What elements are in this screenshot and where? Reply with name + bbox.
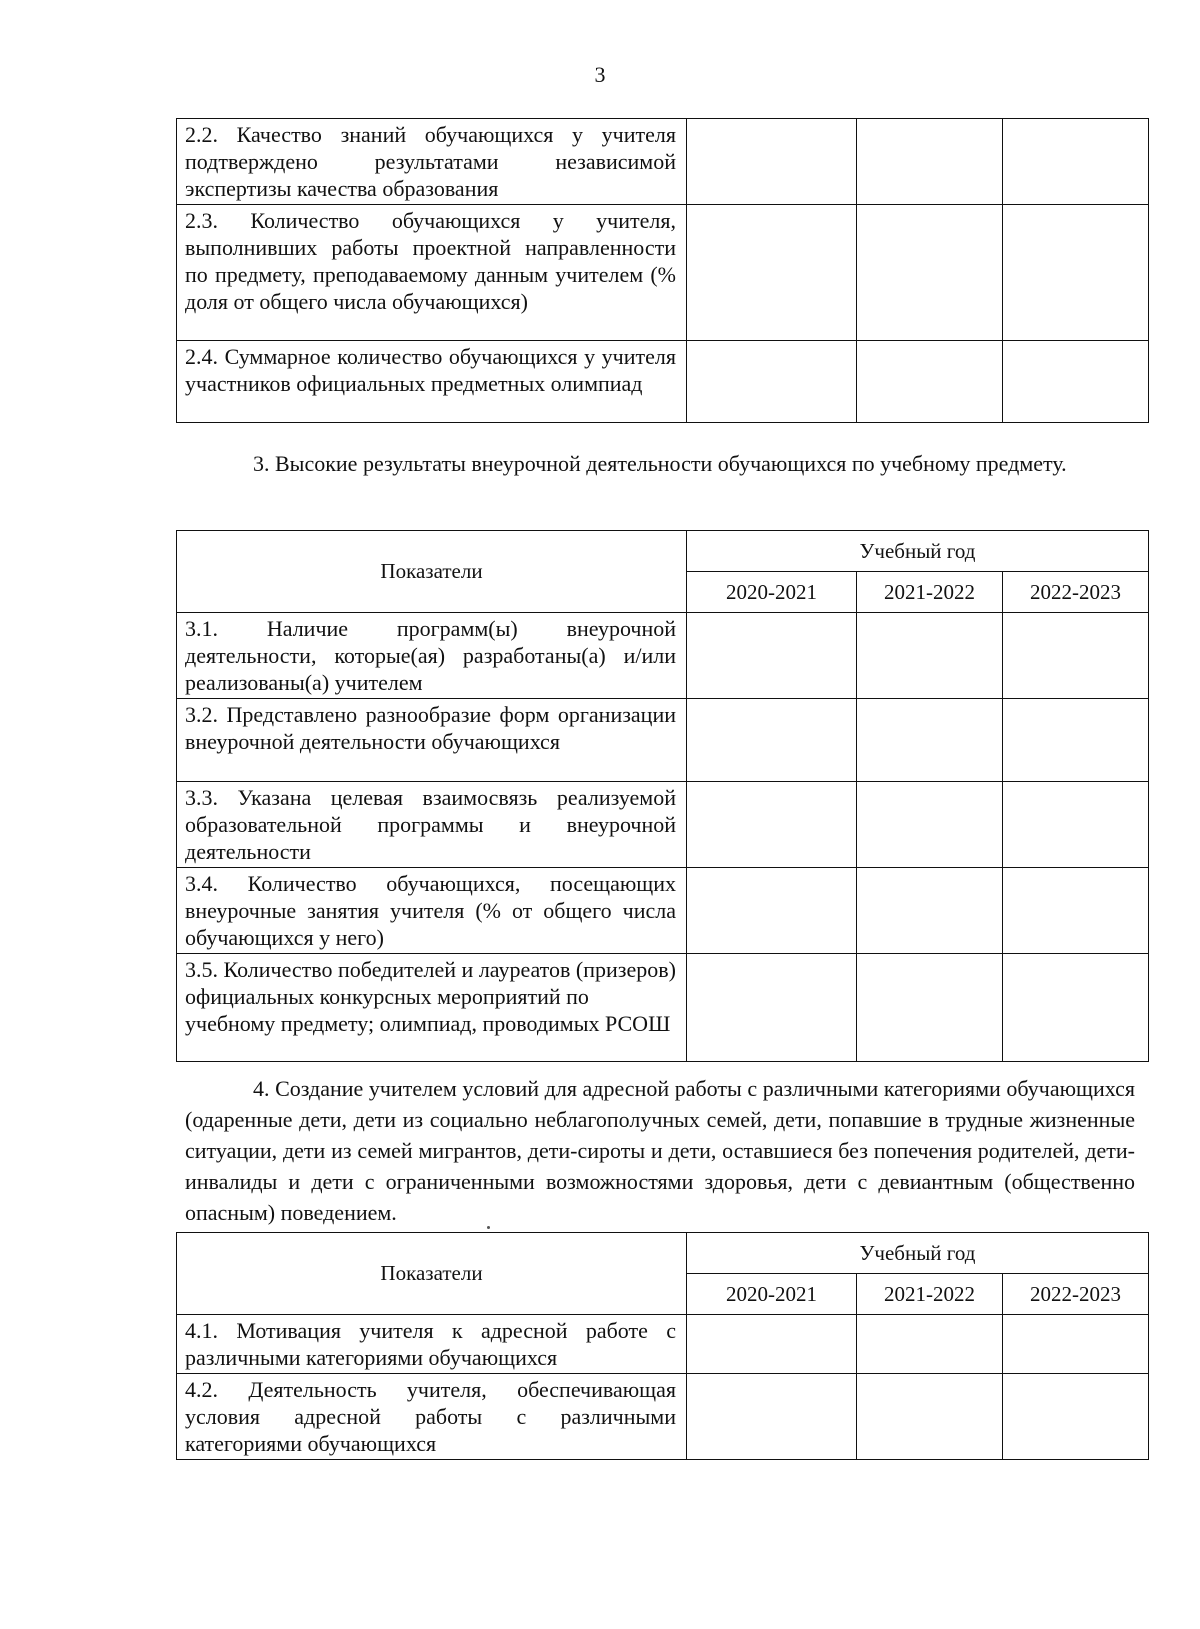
- year-header: 2022-2023: [1003, 1274, 1149, 1315]
- table-row: [177, 699, 1149, 782]
- value-cell[interactable]: [687, 699, 857, 782]
- value-cell[interactable]: [687, 613, 857, 699]
- value-cell[interactable]: [1003, 699, 1149, 782]
- indicator-cell: 2.3. Количество обучающихся у учителя, выполнивших работы проектной направленности по предмету, преподаваемому данным учителем (% доля от общего числа обучающихся): [177, 205, 687, 341]
- value-cell[interactable]: [687, 341, 857, 423]
- year-header: 2021-2022: [857, 572, 1003, 613]
- table-row: [177, 341, 1149, 423]
- value-cell[interactable]: [1003, 782, 1149, 868]
- year-header: 2020-2021: [687, 572, 857, 613]
- value-cell[interactable]: [1003, 613, 1149, 699]
- table-row: [177, 1315, 1149, 1374]
- academic-year-header: Учебный год: [687, 531, 1149, 572]
- indicator-cell: 3.3. Указана целевая взаимосвязь реализуемой образовательной программы и внеурочной деятельности: [177, 782, 687, 868]
- indicator-cell: 3.5. Количество победителей и лауреатов (призеров) официальных конкурсных мероприятий по учебному предмету; олимпиад, проводимых РСОШ: [177, 954, 687, 1062]
- year-header: 2021-2022: [857, 1274, 1003, 1315]
- value-cell[interactable]: [1003, 341, 1149, 423]
- value-cell[interactable]: [857, 205, 1003, 341]
- value-cell[interactable]: [857, 868, 1003, 954]
- table-row: [177, 119, 1149, 205]
- table-row: [177, 782, 1149, 868]
- value-cell[interactable]: [687, 119, 857, 205]
- indicators-table-2: [176, 118, 1149, 423]
- indicator-cell: 3.1. Наличие программ(ы) внеурочной деятельности, которые(ая) разработаны(а) и/или реализованы(а) учителем: [177, 613, 687, 699]
- value-cell[interactable]: [687, 782, 857, 868]
- year-header: 2022-2023: [1003, 572, 1149, 613]
- value-cell[interactable]: [857, 613, 1003, 699]
- value-cell[interactable]: [857, 341, 1003, 423]
- value-cell[interactable]: [687, 954, 857, 1062]
- indicators-header: Показатели: [177, 531, 687, 613]
- indicator-cell: 3.4. Количество обучающихся, посещающих внеурочные занятия учителя (% от общего числа обучающихся у него): [177, 868, 687, 954]
- value-cell[interactable]: [1003, 205, 1149, 341]
- section-4-heading: 4. Создание учителем условий для адресной работы с различными категориями обучающихся (одаренные дети, дети из социально неблагополучных семей, дети, попавшие в трудные жизненные ситуации, дети из семей мигрантов, дети-сироты и дети, оставшиеся без попечения родителей, дети-инвалиды и дети с ограниченными возможностями здоровья, дети с девиантным (общественно опасным) поведением.: [185, 1076, 1135, 1225]
- value-cell[interactable]: [1003, 1374, 1149, 1460]
- value-cell[interactable]: [687, 205, 857, 341]
- value-cell[interactable]: [687, 1374, 857, 1460]
- table-row: [177, 613, 1149, 699]
- value-cell[interactable]: [857, 699, 1003, 782]
- value-cell[interactable]: [857, 782, 1003, 868]
- year-header: 2020-2021: [687, 1274, 857, 1315]
- scan-dot: [487, 1226, 490, 1229]
- academic-year-header: Учебный год: [687, 1233, 1149, 1274]
- value-cell[interactable]: [687, 1315, 857, 1374]
- indicators-header: Показатели: [177, 1233, 687, 1315]
- indicator-cell: 4.2. Деятельность учителя, обеспечивающая условия адресной работы с различными категориями обучающихся: [177, 1374, 687, 1460]
- value-cell[interactable]: [857, 1315, 1003, 1374]
- table-row: [177, 1374, 1149, 1460]
- value-cell[interactable]: [1003, 1315, 1149, 1374]
- value-cell[interactable]: [857, 1374, 1003, 1460]
- table-row: [177, 954, 1149, 1062]
- value-cell[interactable]: [857, 954, 1003, 1062]
- table-row: [177, 868, 1149, 954]
- section-3-heading: 3. Высокие результаты внеурочной деятельности обучающихся по учебному предмету.: [253, 451, 1067, 476]
- indicator-cell: 2.4. Суммарное количество обучающихся у учителя участников официальных предметных олимпиад: [177, 341, 687, 423]
- value-cell[interactable]: [1003, 119, 1149, 205]
- indicators-table-3: [176, 530, 1149, 1062]
- value-cell[interactable]: [1003, 954, 1149, 1062]
- table-header-row: [177, 1233, 1149, 1274]
- page-number: 3: [594, 62, 606, 87]
- indicators-table-4: [176, 1232, 1149, 1460]
- value-cell[interactable]: [687, 868, 857, 954]
- indicator-cell: 2.2. Качество знаний обучающихся у учителя подтверждено результатами независимой экспертизы качества образования: [177, 119, 687, 205]
- table-header-row: [177, 531, 1149, 572]
- indicator-cell: 3.2. Представлено разнообразие форм организации внеурочной деятельности обучающихся: [177, 699, 687, 782]
- value-cell[interactable]: [857, 119, 1003, 205]
- indicator-cell: 4.1. Мотивация учителя к адресной работе с различными категориями обучающихся: [177, 1315, 687, 1374]
- value-cell[interactable]: [1003, 868, 1149, 954]
- table-row: [177, 205, 1149, 341]
